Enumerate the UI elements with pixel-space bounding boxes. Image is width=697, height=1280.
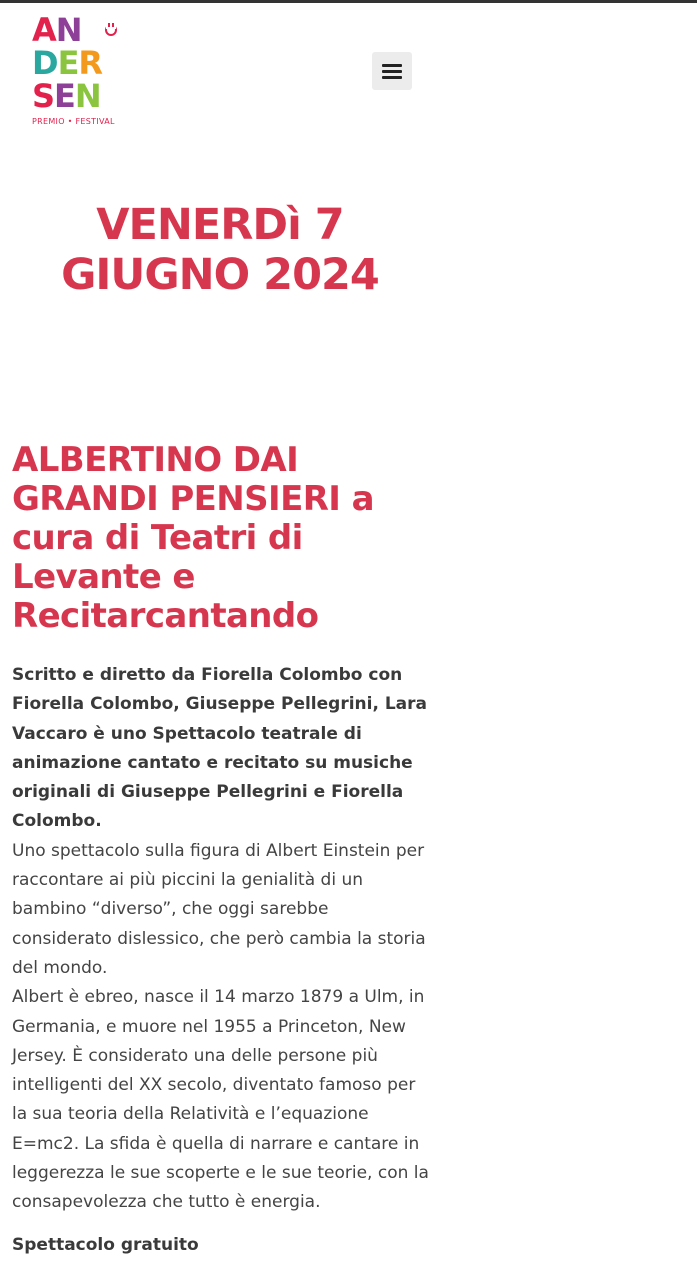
hamburger-menu-icon-bar-bottom — [382, 76, 402, 79]
logo-letter: E — [54, 77, 75, 115]
logo-letter: N — [55, 11, 82, 49]
event-description — [12, 661, 432, 1218]
event-title: ALBERTINO DAI GRANDI PENSIERI a cura di Teatri di Levante e Recitarcantando — [12, 440, 374, 636]
credits-paragraph: Scritto e diretto da Fiorella Colombo con Fiorella Colombo, Giuseppe Pellegrini, Lara Vaccaro è uno Spettacolo teatrale di animazione cantato e recitato su musiche originali di Giuseppe Pellegrini e Fiorella Colombo. — [12, 665, 428, 832]
top-border — [0, 0, 697, 3]
logo-letter: R — [78, 44, 103, 82]
logo-letter: D — [32, 44, 58, 82]
logo-letter: S — [32, 77, 55, 115]
free-admission-note: Spettacolo gratuito — [12, 1235, 199, 1255]
hamburger-menu-icon-bar-middle — [382, 70, 402, 73]
description-paragraph-1: Uno spettacolo sulla figura di Albert Einstein per raccontare ai più piccini la genialità di un bambino “diverso”, che oggi sarebbe considerato dislessico, che però cambia la storia del mondo. — [12, 840, 426, 978]
logo-tagline: PREMIO • FESTIVAL — [32, 117, 115, 126]
smile-icon — [104, 22, 118, 36]
logo-row-2 — [32, 44, 118, 82]
menu-button[interactable] — [372, 52, 412, 90]
andersen-logo[interactable] — [32, 11, 118, 132]
logo-row-3 — [32, 77, 118, 115]
logo-letter: E — [57, 44, 79, 82]
logo-letter: N — [74, 77, 101, 115]
hamburger-menu-icon-bar-top — [382, 64, 402, 67]
event-date-heading: VENERDì 7 GIUGNO 2024 — [61, 200, 379, 300]
description-paragraph-2: Albert è ebreo, nasce il 14 marzo 1879 a Ulm, in Germania, e muore nel 1955 a Princeton, New Jersey. È considerato una delle persone più intelligenti del XX secolo, diventato famoso per la sua teoria della Relatività e l’equazione E=mc2. La sfida è quella di narrare e cantare in leggerezza le sue scoperte e le sue teorie, con la consapevolezza che tutto è energia. — [12, 987, 429, 1213]
logo-letter: A — [32, 11, 56, 49]
